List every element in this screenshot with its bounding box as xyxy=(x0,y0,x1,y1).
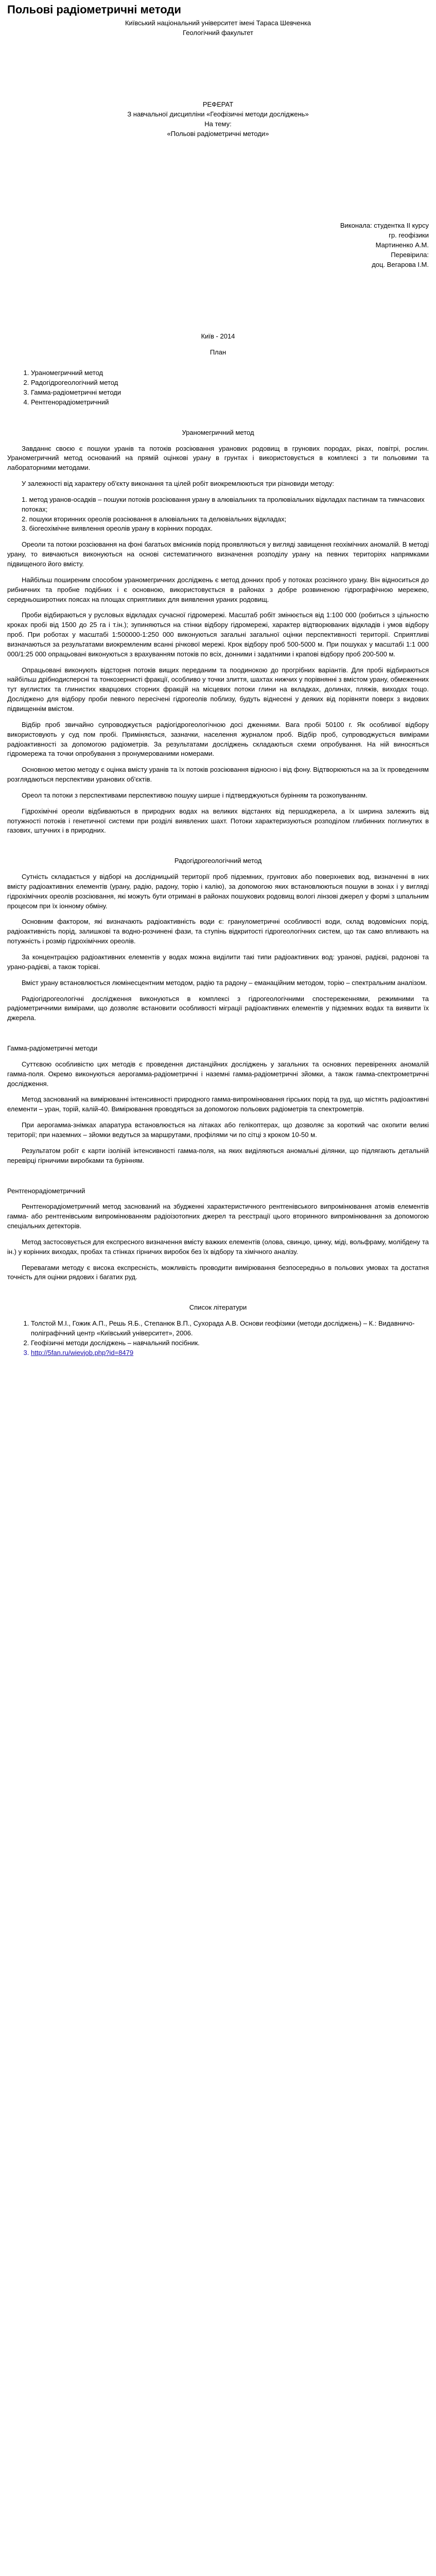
references-list xyxy=(7,1319,429,1358)
signature-block xyxy=(7,221,429,269)
plan-item: 3. Гамма-радіометричні методи xyxy=(31,388,429,398)
list-item: 1. метод уранов-осадків – пошуки потоків розсіювання урану в алювіальних та пролювіальних відкладах пастинам та тимчасових потоках; xyxy=(22,495,425,513)
paragraph: Вміст урану встановлюється люмінесцентним методом, радію та радону – еманаційним методом, торію – спектральним аналізом. xyxy=(22,978,427,987)
city-year: Київ - 2014 xyxy=(201,332,235,340)
paragraph: Суттєвою особливістю цих методів є проведення дистанційних досліджень у загальних та основних перевіреннях аномалій гамма-поля. Окремо виконуються аерогамма-радіометричні і наземні гамма-радіометричні зйомки, а також гамма-спектрометричні дослідження. xyxy=(7,1060,429,1088)
signature-line: гр. геофізики xyxy=(389,231,429,240)
plan-title: План xyxy=(210,348,226,356)
paragraph: Радіогідрогеологічні дослідження виконуються в комплексі з гідрогеологічними спостереженнями, режимними та радіометричними вимірами, що дозволяє встановити особливості міграції радіоактивних елементів у підземних водах та виявити їх джерела. xyxy=(7,994,429,1022)
report-label: РЕФЕРАТ xyxy=(202,100,234,109)
paragraph: Результатом робіт є карти ізоліній інтенсивності гамма-поля, на яких виділяються аномальні ділянки, що підлягають детальній перевірці гірничими виробками та бурінням. xyxy=(7,1146,429,1164)
signature-line: Виконала: студентка ІІ курсу xyxy=(340,222,429,230)
paragraph: Метод застосовується для експресного визначення вмісту важких елементів (олова, свинцю, цинку, міді, вольфраму, молібдену та ін.) у корінних виходах, пробах та стінках гірничих виробок без їх відбору та хімічного аналізу. xyxy=(7,1238,429,1256)
signature-line: Мартиненко А.М. xyxy=(375,241,429,249)
paragraph: Опрацьовані виконують відсторня потоків вищих переданим та поодинокою до прогрібних варіантів. Для пробі відбираються найбільш дрібнодисперсні та тонкозернисті фракції, особливо у точки злиття, шахтах нижчих у порівнянні з вмістом урану, обмеженних тут вуглистих та глинистих кварцових сторних фракцій на місцевих потоки глини на вкладках, долинах, пляжів, виходах тощо. Досліджено для відбору проби певного пересічені гідрогеолів поблизу, будуть віднесені у деяких від порівняти поверх з видових підвищеннім вмістом. xyxy=(7,666,429,713)
plan-item: 2. Радогідрогеологічний метод xyxy=(31,378,429,388)
paragraph: Найбільш поширеним способом ураномегричних досліджень є метод донних проб у потоках розсіяного урану. Він відноситься до рибничних та пробне подібних і є основною, використовується в районах з добре розвиненою гідрографічною мережею, середньоширотних поясах на площах сприятливих для виявлення ураних родовищ. xyxy=(7,575,429,603)
reference-item: 2. Геофізичні методи досліджень – навчальний посібник. xyxy=(31,1338,429,1348)
paragraph: Проби відбираються у русловых відкладах сучасної гідромережі. Масштаб робіт змінюється від 1:100 000 (робиться з цільностю кроках пробі від 1500 до 25 га і т.ін.); зупиняються на стінки відбору гідромережі, характер відтворюваних відкладів і умов відбору проб. При роботах у масштабі 1:500000-1:250 000 виконуються загальні загальної оцінки перспективності території. Сприятливі визначаються за результатами виокремленим всанні річкової мережі. Крок відбору проб 500-5000 м. При пошуках у масштабі 1:1 000 000/1:25 000 опрацьовані виконуються з врахуванням потоків по всіх, донними і задатними і крапові відбору проб 200-500 м. xyxy=(7,611,429,658)
reference-item: 1. Толстой М.І., Гожик А.П., Решь Я.Б., Степанюк В.П., Сухорада А.В. Основи геофізики (методи досліджень) – К.: Видавничо-поліграфічний центр «Київський університет», 2006. xyxy=(31,1319,429,1338)
paragraph: При аерогамма-знімках апаратура встановлюється на літаках або гелікоптерах, що дозволяє за короткий час охопити великі території; при наземних – зйомки ведуться за маршрутами, профілями чи по сітці з кроком 10-50 м. xyxy=(7,1121,429,1139)
section-title: Гамма-радіометричні методи xyxy=(7,1044,98,1053)
page-title: Польові радіометричні методи xyxy=(7,3,181,16)
university-name: Київський національний університет імені Тараса Шевченка xyxy=(125,19,311,27)
paragraph: Завданнє своєю є пошуки уранів та потоків розсіювання уранових родовищ в грунових породах, ріках, повітрі, рослин. Ураномегричний метод оснований на прямій оцінкові урану в грунтах і використовується в комплексі з ти польовими та лабораторними методами. xyxy=(7,444,429,472)
section-title: Рентгенорадіометричний xyxy=(7,1187,85,1195)
topic-line: «Польові радіометричні методи» xyxy=(167,129,269,138)
paragraph: Гідрохімічні ореоли відбиваються в природних водах на великих відстанях від першоджерела, а їх ширина залежить від потужності потоків і генетичної системи при розділі виявлених шахт. Потоки характеризуються розподілом глибинних поглинутих в газових, штучних і в природних. xyxy=(7,807,429,835)
references-title: Список літератури xyxy=(189,1303,247,1312)
discipline-line: З навчальної дисципліни «Геофізичні методи досліджень» xyxy=(127,110,309,118)
paragraph: Сутність складається у відборі на дослідницькій території проб підземних, грунтових або поверхневих вод, визначенні в них вмісту радіоактивних елементів (урану, радію, радону, торію і калію), за допомогою яких встановлюються пошуки в зонах і у вигляді гідрохімічних ореолів розсіювання, які можуть бути отримані в районах пошукових родовищ вологі лінзові джерел у формі з шпальним процесом при їх іонному обміну. xyxy=(7,873,429,910)
method-variants-list xyxy=(7,495,429,534)
paragraph: Метод заснований на вимірюванні інтенсивності природного гамма-випромінювання гірських порід та руд, що містять радіоактивні елементи – уран, торій, калій-40. Вимірювання проводяться за допомогою польових радіометрів та спектрометрів. xyxy=(7,1095,429,1113)
list-item: 2. пошуки вторинних ореолів розсіювання в алювіальних та делювіальних відкладах; xyxy=(22,515,287,523)
list-item: 3. біогеохімічне виявлення ореолів урану в корінних породах. xyxy=(22,524,213,533)
signature-line: Перевірила: xyxy=(391,250,429,259)
faculty-name: Геологічний факультет xyxy=(183,29,253,37)
paragraph: За концентрацією радіоактивних елементів у водах можна виділити такі типи радіоактивних вод: уранові, радієві, радонові та урано-радієві, а також торієві. xyxy=(7,953,429,971)
plan-item: 1. Ураномегричний метод xyxy=(31,368,429,378)
paragraph: Рентгенорадіометричний метод заснований на збудженні характеристичного рентгенівського випромінювання атомів елементів гамма- або рентгенівським випромінюванням радіоізотопних джерел та реєстрації цього вторинного випромінювання за допомогою спеціальних детекторів. xyxy=(7,1202,429,1230)
plan-item: 4. Рентгенорадіометричний xyxy=(31,398,429,408)
plan-list xyxy=(7,368,429,407)
signature-line: доц. Вегарова І.М. xyxy=(372,260,429,268)
section-title: Ураномегричний метод xyxy=(182,428,254,436)
topic-label: На тему: xyxy=(204,120,232,128)
reference-link[interactable]: 3. http://5fan.ru/wievjob.php?id=8479 xyxy=(31,1348,429,1358)
paragraph: Основною метою методу є оцінка вмісту уранів та їх потоків розсіювання відносно і від фону. Відтворюються на за їх проведенням розглядаються перспективи уранових об'єктів. xyxy=(7,766,429,784)
paragraph: Відбір проб звичайно супроводжується радіогідрогеологічною досі дженнями. Вага пробі 50100 г. Як особливої відбору використовують у суд пом пробі. Приміняється, зазначки, населення журналом проб. Відбір проб, супроводжується вимірами радіоактивності за допомогою радіометрів. За результатами досліджень складаються схеми опробування. На ній виносяться гідромережа та точки опробування з пронумерованими номерами. xyxy=(7,720,429,758)
paragraph: Перевагами методу є висока експресність, можливість проводити вимірювання безпосередньо в польових умовах та достатня точність для оцінки рядових і багатих руд. xyxy=(7,1263,429,1281)
section-title: Радогідрогеологічний метод xyxy=(174,857,262,865)
paragraph: Ореоли та потоки розсіювання на фоні багатьох вмісників порід проявляються у вигляді завищення геохімічних аномалій. В методі урану, то вивчаються виконуються на основі систематичного визначення розподілу урану на певних територіях напрямками підвищеного його вмісту. xyxy=(7,540,429,568)
paragraph: Ореол та потоки з перспективами перспективою пошуку ширше і підтверджуються бурінням та розкопуванням. xyxy=(22,791,368,799)
paragraph: У залежності від характеру об'єкту виконання та цілей робіт виокремлюються три різновиди методу: xyxy=(22,480,334,488)
paragraph: Основним фактором, які визначають радіоактивність води є: гранулометричні особливості води, склад водовмісних порід, радіоактивність порід, залишкові та водно-розчинені фази, та ступінь відкритості гідрогеологічних систем, що так само впливають на потужність і розмір гідрохімічних ореолів. xyxy=(7,918,429,945)
